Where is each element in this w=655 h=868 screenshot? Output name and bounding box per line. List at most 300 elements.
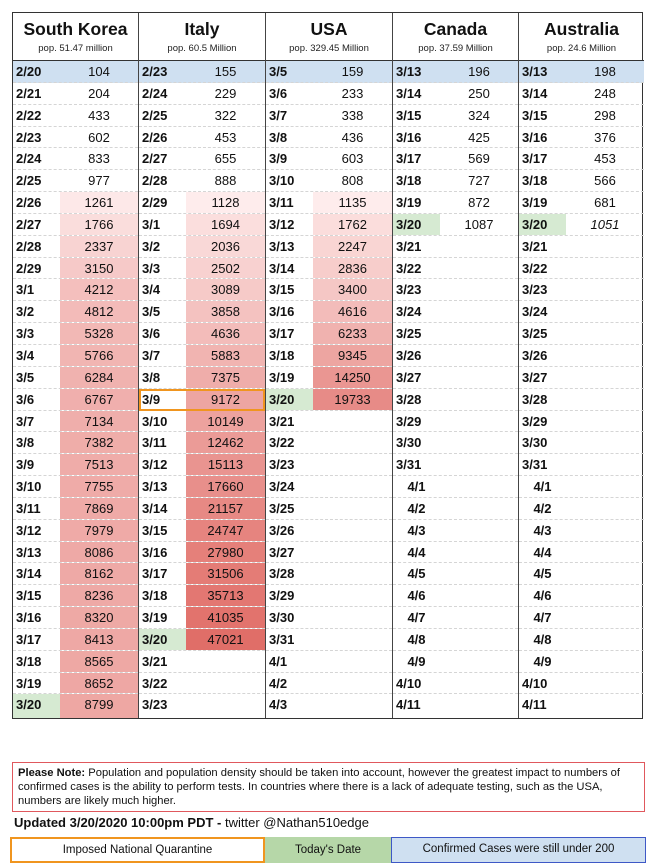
table-row [13, 214, 138, 236]
table-row [139, 498, 265, 520]
table-row [139, 236, 265, 258]
date-cell: 3/24 [269, 479, 295, 495]
cases-cell: 888 [214, 173, 237, 189]
date-cell: 3/20 [13, 694, 60, 718]
cases-cell: 27980 [186, 542, 265, 563]
date-cell: 3/30 [396, 435, 422, 451]
date-cell: 3/15 [142, 522, 168, 538]
cases-cell [566, 301, 644, 322]
cases-cell: 7375 [186, 367, 265, 388]
country-name: USA [310, 19, 348, 39]
date-cell: 3/24 [522, 304, 548, 320]
cases-cell: 19733 [313, 389, 392, 410]
table-row [519, 454, 644, 476]
cases-cell [313, 411, 392, 432]
table-row [266, 105, 392, 127]
date-cell: 3/23 [396, 282, 422, 298]
date-cell: 3/19 [142, 610, 168, 626]
date-cell: 2/27 [16, 216, 42, 232]
date-cell: 3/4 [16, 347, 35, 363]
date-cell: 4/9 [533, 653, 552, 669]
date-cell: 3/13 [269, 238, 295, 254]
cases-cell [566, 236, 644, 257]
date-cell: 3/21 [142, 653, 168, 669]
cases-cell: 196 [468, 64, 490, 79]
legend [10, 837, 646, 863]
cases-cell: 8413 [60, 629, 138, 650]
date-cell: 3/20 [393, 214, 440, 235]
cases-cell: 727 [468, 173, 490, 189]
date-cell: 3/31 [522, 457, 548, 473]
cases-cell: 250 [468, 85, 490, 101]
table-row [393, 694, 518, 718]
cases-cell: 602 [88, 129, 110, 145]
cases-cell [313, 476, 392, 497]
date-cell: 4/11 [522, 697, 547, 713]
twitter-handle: twitter @Nathan510edge [221, 815, 369, 830]
cases-cell: 808 [341, 173, 364, 189]
date-cell: 3/27 [522, 369, 548, 385]
country-name: Australia [544, 19, 619, 39]
cases-cell [313, 563, 392, 584]
table-row [393, 389, 518, 411]
cases-cell: 681 [594, 195, 616, 211]
country-column-south-korea [13, 13, 139, 718]
date-cell: 3/17 [142, 566, 168, 582]
cases-cell [313, 498, 392, 519]
table-row [13, 673, 138, 695]
table-row [393, 585, 518, 607]
cases-cell [566, 520, 644, 541]
table-row [519, 279, 644, 301]
table-row [139, 148, 265, 170]
date-cell: 4/8 [407, 631, 426, 647]
table-row [393, 367, 518, 389]
table-row [519, 83, 644, 105]
date-cell: 4/2 [533, 500, 552, 516]
table-row [139, 651, 265, 673]
table-row [519, 148, 644, 170]
table-row [519, 563, 644, 585]
cases-cell: 566 [594, 173, 616, 189]
table-row [139, 345, 265, 367]
date-cell: 3/20 [519, 214, 566, 235]
date-cell: 4/10 [522, 675, 548, 691]
cases-cell: 324 [468, 107, 490, 123]
date-cell: 2/29 [16, 260, 42, 276]
cases-cell: 4212 [60, 279, 138, 300]
date-cell: 2/24 [142, 85, 168, 101]
table-row [393, 673, 518, 695]
table-row [519, 258, 644, 280]
date-cell: 2/25 [16, 173, 42, 189]
cases-cell: 5766 [60, 345, 138, 366]
table-row [266, 563, 392, 585]
cases-cell [313, 454, 392, 475]
cases-cell [566, 454, 644, 475]
table-row [393, 148, 518, 170]
legend-quarantine: Imposed National Quarantine [10, 837, 265, 863]
date-cell: 3/4 [142, 282, 161, 298]
cases-cell [440, 279, 518, 300]
table-row [393, 607, 518, 629]
cases-cell: 833 [88, 151, 110, 167]
table-row [13, 389, 138, 411]
date-cell: 3/18 [142, 588, 168, 604]
cases-cell [440, 651, 518, 672]
table-row [519, 236, 644, 258]
table-row [519, 476, 644, 498]
table-row [139, 607, 265, 629]
table-row [139, 214, 265, 236]
cases-cell: 1087 [464, 216, 494, 232]
date-cell: 2/23 [142, 64, 168, 79]
table-row [139, 192, 265, 214]
table-row [139, 563, 265, 585]
cases-cell [440, 476, 518, 497]
table-row [13, 585, 138, 607]
cases-cell: 15113 [186, 454, 265, 475]
table-row [139, 542, 265, 564]
table-row [519, 127, 644, 149]
table-row [266, 367, 392, 389]
cases-cell [186, 694, 265, 718]
date-cell: 3/12 [16, 522, 42, 538]
date-cell: 2/29 [142, 195, 168, 211]
table-row [139, 323, 265, 345]
table-row [13, 367, 138, 389]
cases-cell: 6233 [313, 323, 392, 344]
date-cell: 3/31 [396, 457, 422, 473]
date-cell: 3/29 [396, 413, 422, 429]
cases-cell: 7869 [60, 498, 138, 519]
date-cell: 4/1 [407, 479, 426, 495]
table-row [139, 127, 265, 149]
cases-cell [440, 236, 518, 257]
date-cell: 3/29 [522, 413, 548, 429]
table-row [139, 61, 265, 83]
cases-cell [440, 673, 518, 694]
table-row [139, 520, 265, 542]
population: pop. 60.5 Million [167, 43, 237, 54]
updated-line [14, 815, 369, 830]
cases-cell: 9172 [186, 389, 265, 410]
cases-cell: 376 [594, 129, 616, 145]
cases-cell [313, 629, 392, 650]
cases-cell: 8320 [60, 607, 138, 628]
cases-cell: 298 [594, 107, 616, 123]
date-cell: 3/25 [396, 326, 422, 342]
table-row [13, 563, 138, 585]
date-cell: 3/19 [522, 195, 548, 211]
population: pop. 51.47 million [38, 43, 113, 54]
date-cell: 3/17 [396, 151, 422, 167]
cases-cell [566, 279, 644, 300]
cases-cell: 8565 [60, 651, 138, 672]
cases-cell: 2502 [186, 258, 265, 279]
date-cell: 3/6 [142, 326, 161, 342]
cases-cell [566, 694, 644, 718]
cases-cell: 3089 [186, 279, 265, 300]
table-row [139, 673, 265, 695]
date-cell: 3/14 [269, 260, 295, 276]
table-row [519, 673, 644, 695]
cases-cell [440, 367, 518, 388]
table-row [139, 367, 265, 389]
date-cell: 2/26 [16, 195, 42, 211]
table-row [139, 432, 265, 454]
cases-cell: 8236 [60, 585, 138, 606]
date-cell: 3/8 [269, 129, 288, 145]
date-cell: 3/21 [269, 413, 295, 429]
table-row [13, 170, 138, 192]
date-cell: 3/27 [269, 544, 295, 560]
table-row [519, 345, 644, 367]
table-row [519, 192, 644, 214]
date-cell: 3/13 [396, 64, 422, 79]
table-row [266, 389, 392, 411]
table-row [266, 673, 392, 695]
table-row [139, 389, 265, 411]
cases-cell [566, 498, 644, 519]
cases-cell: 1051 [590, 216, 620, 232]
date-cell: 3/10 [269, 173, 295, 189]
column-header [13, 13, 138, 61]
date-cell: 3/6 [16, 391, 35, 407]
cases-cell: 159 [341, 64, 364, 79]
cases-cell: 1766 [60, 214, 138, 235]
table-row [519, 520, 644, 542]
updated-label: Updated 3/20/2020 10:00pm PDT - [14, 815, 222, 830]
cases-cell: 433 [88, 107, 110, 123]
cases-cell [440, 345, 518, 366]
table-row [139, 170, 265, 192]
cases-cell [440, 454, 518, 475]
cases-cell [566, 258, 644, 279]
cases-cell [566, 389, 644, 410]
cases-cell [566, 476, 644, 497]
date-cell: 2/27 [142, 151, 168, 167]
cases-cell: 453 [594, 151, 616, 167]
cases-cell: 977 [88, 173, 110, 189]
cases-cell: 233 [341, 85, 364, 101]
cases-cell: 1762 [313, 214, 392, 235]
date-cell: 3/18 [269, 347, 295, 363]
date-cell: 3/15 [522, 107, 548, 123]
date-cell: 2/24 [16, 151, 42, 167]
date-cell: 3/20 [139, 629, 186, 650]
table-row [393, 651, 518, 673]
date-cell: 3/15 [396, 107, 422, 123]
date-cell: 3/22 [269, 435, 295, 451]
date-cell: 3/14 [396, 85, 422, 101]
cases-cell: 7513 [60, 454, 138, 475]
date-cell: 4/1 [533, 479, 552, 495]
table-row [266, 629, 392, 651]
cases-cell [566, 542, 644, 563]
date-cell: 3/23 [522, 282, 548, 298]
table-row [266, 498, 392, 520]
date-cell: 3/25 [522, 326, 548, 342]
cases-cell: 155 [214, 64, 237, 79]
table-row [13, 651, 138, 673]
cases-cell [566, 585, 644, 606]
date-cell: 3/19 [269, 369, 295, 385]
cases-cell [440, 520, 518, 541]
date-cell: 3/9 [269, 151, 288, 167]
date-cell: 3/5 [269, 64, 288, 79]
cases-cell: 3150 [60, 258, 138, 279]
date-cell: 3/1 [16, 282, 35, 298]
cases-cell: 1128 [186, 192, 265, 213]
date-cell: 4/11 [396, 697, 421, 713]
cases-cell: 1694 [186, 214, 265, 235]
cases-cell [566, 651, 644, 672]
table-row [519, 105, 644, 127]
date-cell: 4/5 [533, 566, 552, 582]
date-cell: 3/17 [16, 631, 42, 647]
cases-cell: 3858 [186, 301, 265, 322]
cases-cell: 204 [88, 85, 110, 101]
cases-cell: 41035 [186, 607, 265, 628]
date-cell: 2/21 [16, 85, 42, 101]
date-cell: 3/23 [269, 457, 295, 473]
cases-cell: 248 [594, 85, 616, 101]
date-cell: 3/8 [16, 435, 35, 451]
date-cell: 3/14 [142, 500, 168, 516]
cases-cell: 7979 [60, 520, 138, 541]
cases-cell: 10149 [186, 411, 265, 432]
table-row [13, 105, 138, 127]
table-row [266, 323, 392, 345]
table-row [393, 170, 518, 192]
table-row [393, 432, 518, 454]
cases-cell [313, 673, 392, 694]
table-row [13, 345, 138, 367]
date-cell: 2/25 [142, 107, 168, 123]
cases-cell [440, 607, 518, 628]
cases-cell [566, 629, 644, 650]
date-cell: 3/18 [16, 653, 42, 669]
date-cell: 3/10 [142, 413, 168, 429]
cases-cell [313, 694, 392, 718]
date-cell: 3/22 [142, 675, 168, 691]
table-row [266, 476, 392, 498]
date-cell: 4/6 [407, 588, 426, 604]
table-row [13, 629, 138, 651]
cases-cell [566, 367, 644, 388]
table-row [139, 105, 265, 127]
table-row [519, 61, 644, 83]
note-text: Population and population density should be taken into account, however the greatest impact to numbers of confirmed cases is the ability to perform tests. In countries where there is a lack of adequate testing, such as the USA, numbers are likely much higher. [18, 767, 621, 807]
cases-cell: 2337 [60, 236, 138, 257]
date-cell: 3/18 [522, 173, 548, 189]
cases-cell [440, 563, 518, 584]
date-cell: 3/26 [269, 522, 295, 538]
population: pop. 329.45 Million [289, 43, 369, 54]
cases-cell [566, 563, 644, 584]
table-row [393, 192, 518, 214]
date-cell: 4/10 [396, 675, 422, 691]
cases-cell: 436 [341, 129, 364, 145]
date-cell: 3/18 [396, 173, 422, 189]
date-cell: 4/5 [407, 566, 426, 582]
table-row [519, 694, 644, 718]
date-cell: 3/7 [269, 107, 288, 123]
table-row [13, 127, 138, 149]
date-cell: 3/28 [522, 391, 548, 407]
cases-cell [440, 498, 518, 519]
date-cell: 3/11 [16, 500, 41, 516]
table-row [393, 411, 518, 433]
cases-cell: 5883 [186, 345, 265, 366]
date-cell: 4/6 [533, 588, 552, 604]
date-cell: 3/3 [16, 326, 35, 342]
date-cell: 3/21 [522, 238, 548, 254]
column-header [393, 13, 518, 61]
cases-cell: 6284 [60, 367, 138, 388]
table-row [519, 432, 644, 454]
cases-cell [186, 673, 265, 694]
table-row [393, 323, 518, 345]
population: pop. 37.59 Million [418, 43, 493, 54]
cases-cell [440, 258, 518, 279]
date-cell: 3/25 [269, 500, 295, 516]
cases-cell: 24747 [186, 520, 265, 541]
country-column-canada [393, 13, 519, 718]
table-row [519, 585, 644, 607]
table-row [139, 301, 265, 323]
cases-cell [440, 389, 518, 410]
cases-cell: 47021 [186, 629, 265, 650]
table-row [13, 498, 138, 520]
date-cell: 3/21 [396, 238, 422, 254]
cases-cell [440, 432, 518, 453]
date-cell: 3/16 [16, 610, 42, 626]
table-row [393, 520, 518, 542]
table-row [266, 170, 392, 192]
date-cell: 3/20 [266, 389, 313, 410]
cases-cell: 4616 [313, 301, 392, 322]
table-row [393, 83, 518, 105]
cases-cell: 6767 [60, 389, 138, 410]
cases-cell: 453 [214, 129, 237, 145]
table-row [519, 301, 644, 323]
date-cell: 3/19 [16, 675, 42, 691]
date-cell: 4/9 [407, 653, 426, 669]
table-row [519, 542, 644, 564]
table-row [266, 607, 392, 629]
cases-cell: 2247 [313, 236, 392, 257]
date-cell: 3/17 [269, 326, 295, 342]
table-row [519, 389, 644, 411]
date-cell: 4/4 [533, 544, 552, 560]
legend-under-200: Confirmed Cases were still under 200 [391, 837, 646, 863]
cases-cell: 4812 [60, 301, 138, 322]
cases-cell: 14250 [313, 367, 392, 388]
cases-cell [440, 585, 518, 606]
table-row [13, 694, 138, 718]
cases-cell: 5328 [60, 323, 138, 344]
date-cell: 3/12 [269, 216, 295, 232]
table-row [13, 83, 138, 105]
table-row [13, 432, 138, 454]
table-row [266, 148, 392, 170]
cases-cell [440, 301, 518, 322]
country-name: Canada [423, 19, 488, 39]
table-row [393, 563, 518, 585]
date-cell: 3/28 [269, 566, 295, 582]
